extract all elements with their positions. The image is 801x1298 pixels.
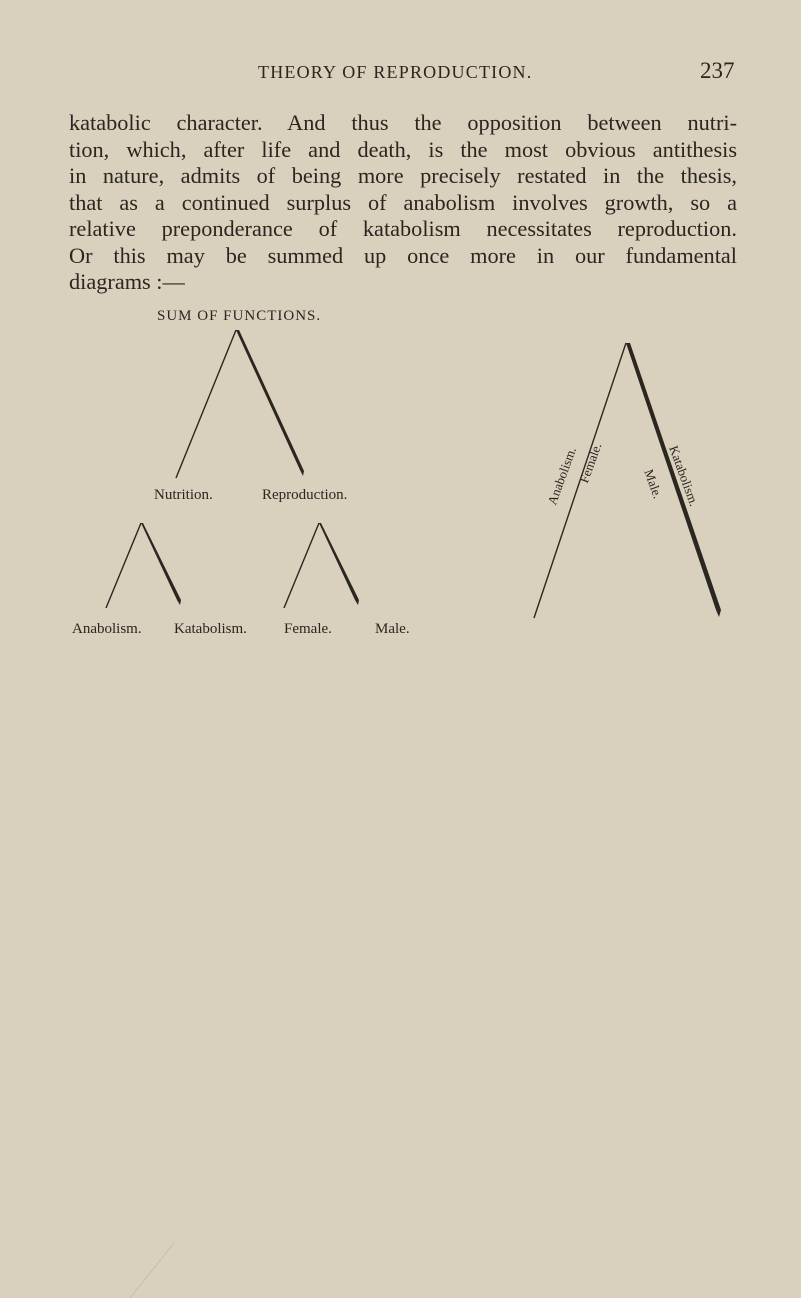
label-katabolism: Katabolism. bbox=[174, 621, 247, 637]
diagram-stroke bbox=[176, 330, 236, 478]
diagram-stroke bbox=[626, 343, 721, 617]
text-line: Or this may be summed up once more in our fundamental bbox=[69, 242, 737, 268]
diagram-title: SUM OF FUNCTIONS. bbox=[157, 308, 322, 324]
label-male: Male. bbox=[375, 621, 410, 637]
text-line: that as a continued surplus of anabolism involves growth, so a bbox=[69, 189, 737, 215]
running-head: THEORY OF REPRODUCTION. bbox=[258, 62, 533, 82]
label-nutrition: Nutrition. bbox=[154, 487, 213, 503]
label-reproduction: Reproduction. bbox=[262, 487, 348, 503]
text-line: relative preponderance of katabolism necessitates reproduction. bbox=[69, 216, 737, 241]
label-female: Female. bbox=[284, 621, 332, 637]
page-number: 237 bbox=[700, 58, 735, 83]
scan-mark bbox=[130, 1243, 174, 1298]
text-line: in nature, admits of being more precisely restated in the thesis, bbox=[69, 163, 737, 188]
text-line: tion, which, after life and death, is the most obvious antithesis bbox=[69, 136, 737, 162]
diagram-stroke bbox=[236, 330, 304, 476]
label-anabolism: Anabolism. bbox=[72, 621, 142, 637]
diagram-stroke bbox=[141, 523, 181, 605]
text-line: diagrams :— bbox=[69, 269, 185, 294]
text-line: katabolic character. And thus the opposition between nutri- bbox=[69, 110, 737, 135]
label-right-female: Female. bbox=[576, 440, 605, 485]
diagram-stroke bbox=[284, 523, 319, 608]
label-right-katabolism: Katabolism. bbox=[666, 443, 702, 509]
label-right-male: Male. bbox=[641, 467, 666, 501]
diagram-stroke bbox=[319, 523, 359, 605]
diagram-stroke bbox=[106, 523, 141, 608]
label-right-anabolism: Anabolism. bbox=[544, 444, 580, 507]
